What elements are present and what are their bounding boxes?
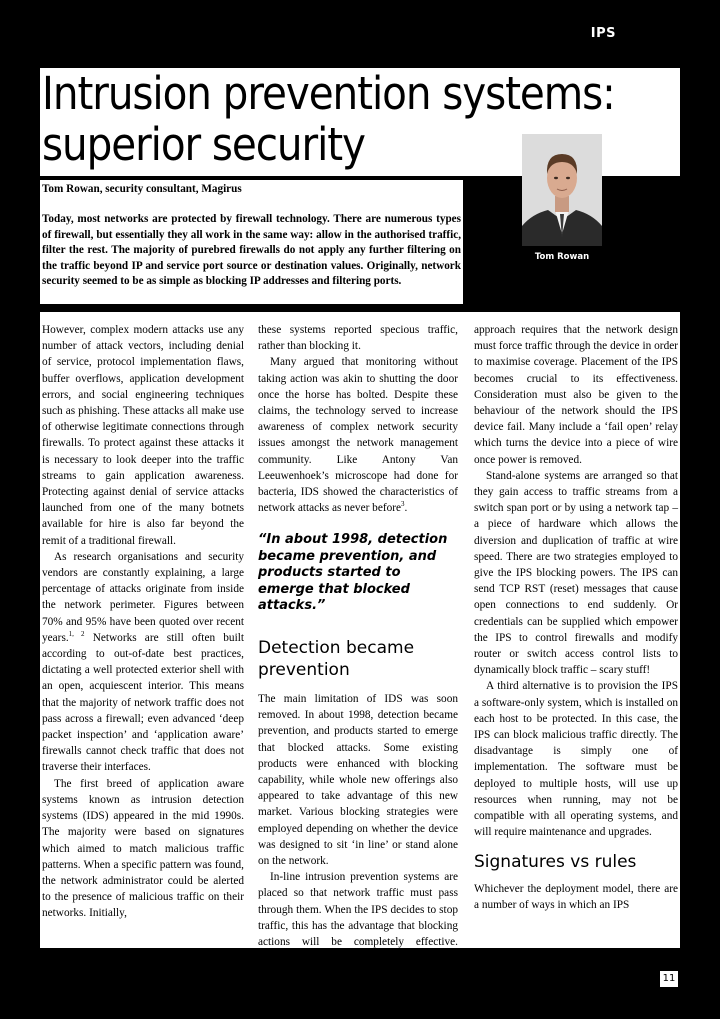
paragraph: these systems reported specious traffic, rather than blocking it. xyxy=(258,324,458,353)
column-2 xyxy=(258,322,458,966)
footnote-ref: 3 xyxy=(401,500,405,509)
paragraph: However, complex modern attacks use any number of attack vectors, including denial of service, protocol implementation flaws, buffer overflows, application development errors, and social engineering techniques such as phishing. These attacks all make use of otherwise legitimate connections through firewalls. To protect against these attacks it is necessary to look deeper into the traffic streams to gain application awareness. Protecting against denial of service attacks launched from one of the many botnets available for hire is also far beyond the remit of a traditional firewall. xyxy=(42,324,244,547)
title-line-1: Intrusion prevention systems: xyxy=(42,67,615,120)
intro-box xyxy=(40,180,463,304)
article-body xyxy=(40,312,680,965)
lede: Today, most networks are protected by firewall technology. There are numerous types of firewall, but essentially they all work in the same way: allow in the authorised traffic, filter the rest. The majority of purebred firewalls do not apply any further filtering on the traffic beyond IP and service port source or destination values. Originally, network security seemed to be as simple as blocking IP addresses and filtering ports. xyxy=(42,213,461,288)
subheading: Signatures vs rules xyxy=(474,851,637,872)
footnote-ref: 1, 2 xyxy=(68,630,85,639)
page-number: 11 xyxy=(660,971,678,987)
pull-quote: “In about 1998, detection became prevention, and products started to emerge that blocked attacks.” xyxy=(258,532,448,614)
column-3 xyxy=(474,322,678,913)
portrait-image xyxy=(522,134,602,246)
paragraph: A third alternative is to provision the IPS a software-only system, which is installed on each host to be protected. In this case, the IPS can block malicious traffic directly. The disadvantage is simply one of implementation. The software must be deployed to multiple hosts, will use up resources when running, may not be compatible with all operating systems, and will require maintenance and upgrades. xyxy=(474,680,678,839)
paragraph: Whichever the deployment model, there are a number of ways in which an IPS xyxy=(474,882,678,911)
paragraph: The first breed of application aware systems known as intrusion detection systems (IDS) appeared in the mid 1990s. The majority were based on signatures which aimed to match malicious traffic patterns. When a specific pattern was found, the network administrator could be alerted to the presence of malicious traffic on their networks. Initially, xyxy=(42,777,244,920)
subheading: Detection became prevention xyxy=(258,637,415,680)
paragraph: Stand-alone systems are arranged so that they gain access to traffic streams from a switch span port or by using a network tap – a piece of hardware which allows the diversion and duplication of traffic at wire speed. There are two strategies employed to give the IPS blocking powers. The IPS can send TCP RST (reset) messages that cause open connections to end suddenly. Or credentials can be supplied which empower the IPS to control firewalls and modify router or switch access control lists to dynamically block traffic – scary stuff! xyxy=(474,469,678,677)
column-1 xyxy=(42,322,244,922)
author-photo xyxy=(522,134,602,246)
photo-caption: Tom Rowan xyxy=(534,252,590,262)
section-tag: IPS xyxy=(590,26,616,41)
paragraph: As research organisations and security vendors are constantly explaining, a large percentage of attacks originate from inside the network perimeter. Figures between 70% and 95% have been quoted over recent years.$^{1, 2}$ Networks are still often built according to out-of-date best practices, dictating a well protected exterior shell with an open, acquiescent interior. This means that the majority of network traffic does not pass across a firewall; even advanced ‘deep packet inspection’ and ‘application aware’ firewalls cannot check traffic that does not traverse their interfaces. xyxy=(42,550,244,774)
paragraph: approach requires that the network design must force traffic through the device in order to maximise coverage. Placement of the IPS becomes crucial to its effectiveness. Consideration must also be given to the behaviour of the network should the IPS device fail. Many include a ‘fail open’ relay which turns the device into a piece of wire once power is removed. xyxy=(474,324,678,466)
paragraph: The main limitation of IDS was soon removed. In about 1998, detection became prevention, and products started to emerge that blocked attacks. Some existing products were enhanced with blocking capability, while whole new offerings also appeared to take advantage of this new market. Various blocking strategies were employed depending on whether the device was designed to sit ‘in line’ or stand alone on the network. xyxy=(258,692,458,867)
paragraph: In-line intrusion prevention systems are placed so that network traffic must pass through them. When the IPS decides to stop traffic, this has the advantage that blocking actions will be completely effective. However, this xyxy=(258,871,458,965)
title-line-2: superior security xyxy=(42,118,365,171)
paragraph: Many argued that monitoring without taking action was akin to shutting the door once the horse has bolted. Despite these claims, the technology served to increase awareness of complex network security issues amongst the network management community. Like Antony Van Leeuwenhoek’s microscope had done for bacteria, IDS showed the characteristics of network attacks as never before$^3$. xyxy=(258,356,458,515)
byline: Tom Rowan, security consultant, Magirus xyxy=(42,183,242,195)
